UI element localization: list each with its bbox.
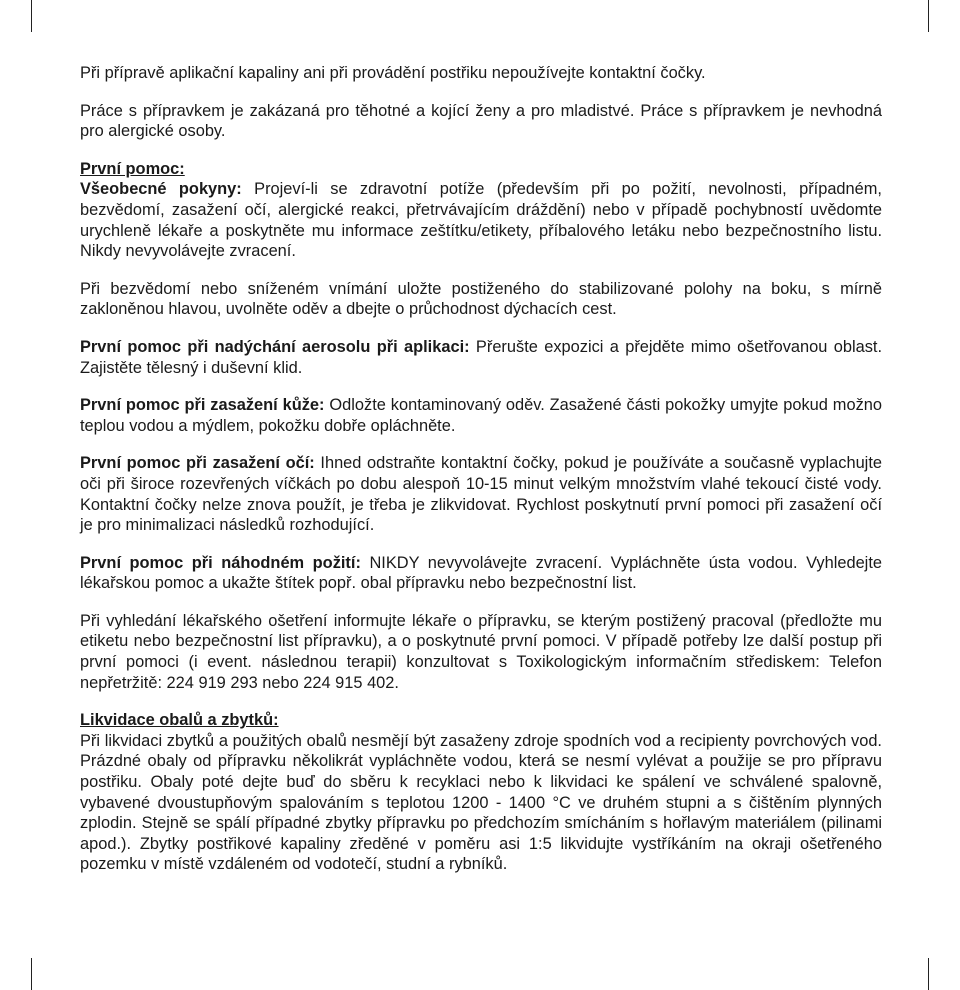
inhalation-paragraph — [80, 337, 882, 378]
eye-contact-lead: První pomoc při zasažení očí: — [80, 454, 315, 473]
document-page — [80, 63, 882, 875]
skin-contact-lead: První pomoc při zasažení kůže: — [80, 396, 325, 415]
skin-contact-text: Odložte kontaminovaný oděv. Zasažené části pokožky umyjte pokud možno teplou vodou a mýdlem, pokožku dobře opláchněte. — [80, 396, 882, 435]
eye-contact-paragraph — [80, 453, 882, 535]
inhalation-lead: První pomoc při nadýchání aerosolu při aplikaci: — [80, 337, 470, 356]
restriction-paragraph: Práce s přípravkem je zakázaná pro těhotné a kojící ženy a pro mladistvé. Práce s přípravkem je nevhodná pro alergické osoby. — [80, 101, 882, 141]
ingestion-lead: První pomoc při náhodném požití: — [80, 553, 361, 572]
unconscious-paragraph: Při bezvědomí nebo sníženém vnímání uložte postiženého do stabilizované polohy na boku, s mírně zakloněnou hlavou, uvolněte oděv a dbejte o průchodnost dýchacích cest. — [80, 279, 882, 319]
crop-mark-bottom-right — [928, 958, 929, 990]
medical-treatment-paragraph: Při vyhledání lékařského ošetření informujte lékaře o přípravku, se kterým postižený pracoval (předložte mu etiketu nebo bezpečnostní list přípravku), a o poskytnuté první pomoci. V případě potřeby lze další postup při první pomoci (i event. následnou terapii) konzultovat s Toxikologickým informačním střediskem: Telefon nepřetržitě: 224 919 293 nebo 224 915 402. — [80, 611, 882, 692]
disposal-heading: Likvidace obalů a zbytků: — [80, 711, 279, 730]
ingestion-text: NIKDY nevyvolávejte zvracení. Vypláchněte ústa vodou. Vyhledejte lékařskou pomoc a ukažte štítek popř. obal přípravku nebo bezpečnostní list. — [80, 553, 882, 593]
general-instructions-lead: Všeobecné pokyny: — [80, 180, 242, 199]
inhalation-text: Přerušte expozici a přejděte mimo ošetřovanou oblast. Zajistěte tělesný i duševní klid. — [80, 337, 882, 377]
crop-mark-top-right — [928, 0, 929, 32]
first-aid-section — [80, 159, 882, 262]
first-aid-heading: První pomoc: — [80, 159, 185, 178]
crop-mark-bottom-left — [31, 958, 32, 990]
general-instructions-text: Projeví-li se zdravotní potíže (především při po požití, nevolnosti, případném, bezvědomí, zasažení očí, alergické reakci, přetrvávajícím dráždění) nebo v případě pochybností uvědomte urychleně lékaře a poskytněte mu informace zeštítku/etikety, příbalového letáku nebo bezpečnostního listu. Nikdy nevyvolávejte zvracení. — [80, 180, 882, 261]
disposal-section — [80, 710, 882, 875]
skin-contact-paragraph — [80, 395, 882, 436]
disposal-text: Při likvidaci zbytků a použitých obalů nesmějí být zasaženy zdroje spodních vod a recipienty povrchových vod. Prázdné obaly od přípravku několikrát vypláchněte vodou, která se nesmí vylévat a použije se pro přípravu postřiku. Obaly poté dejte buď do sběru k recyklaci nebo k likvidaci ke spálení ve schválené spalovně, vybavené dvoustupňovým spalováním s teplotou 1200 - 1400 °C ve druhém stupni a s čištěním plynných zplodin. Stejně se spálí případné zbytky přípravku po předchozím smícháním s hořlavým materiálem (pilinami apod.). Zbytky postřikové kapaliny zředěné v poměru asi 1:5 likvidujte vystříkáním na okraji ošetřeného pozemku v místě vzdáleném od vodotečí, studní a rybníků. — [80, 731, 882, 874]
eye-contact-text: Ihned odstraňte kontaktní čočky, pokud je používáte a současně vyplachujte oči při široce rozevřených víčkách po dobu alespoň 10-15 minut velkým množstvím vlahé tekoucí čisté vody. Kontaktní čočky nelze znova použít, je třeba je zlikvidovat. Rychlost poskytnutí první pomoci při zasažení očí je pro minimalizaci následků rozhodující. — [80, 454, 882, 535]
contact-lens-warning: Při přípravě aplikační kapaliny ani při provádění postřiku nepoužívejte kontaktní čočky. — [80, 64, 706, 82]
crop-mark-top-left — [31, 0, 32, 32]
ingestion-paragraph — [80, 553, 882, 594]
